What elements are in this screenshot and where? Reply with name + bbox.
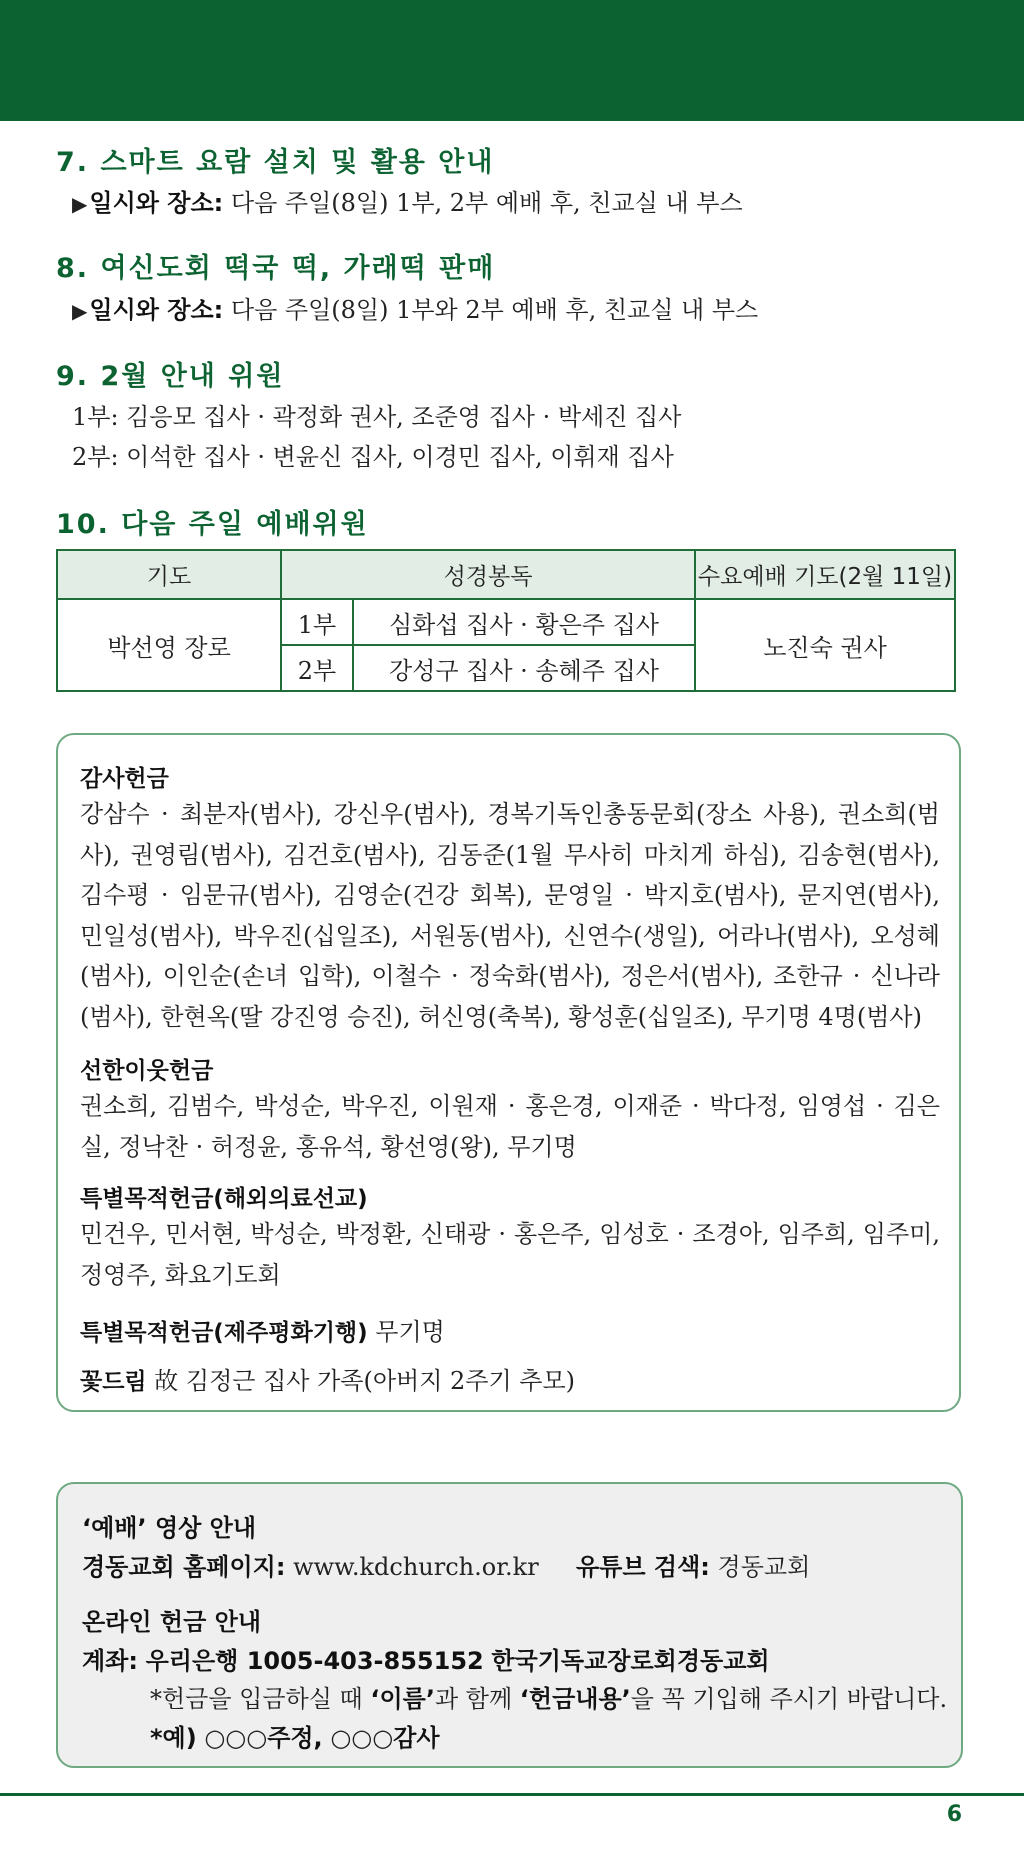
example-word: 주정, (267, 1724, 323, 1752)
table-header-wednesday: 수요예배 기도(2월 11일) (695, 550, 955, 599)
note-content: ‘헌금내용’ (519, 1685, 631, 1713)
homepage-url: www.kdchurch.or.kr (293, 1553, 539, 1581)
youtube-label: 유튜브 검색: (576, 1553, 710, 1581)
table-cell-service: 2부 (281, 645, 353, 691)
homepage-line (82, 1547, 539, 1582)
section-9-line-2: 2부: 이석한 집사 · 변윤신 집사, 이경민 집사, 이휘재 집사 (72, 443, 674, 471)
table-header-prayer: 기도 (57, 550, 281, 599)
account-label: 계좌: (82, 1647, 138, 1675)
section-8-title: 8. 여신도회 떡국 떡, 가래떡 판매 (56, 253, 496, 284)
section-7-text: 다음 주일(8일) 1부, 2부 예배 후, 친교실 내 부스 (230, 189, 743, 217)
note-name: ‘이름’ (370, 1685, 435, 1713)
account-value: 우리은행 1005-403-855152 (145, 1647, 484, 1675)
video-info-title: ‘예배’ 영상 안내 (82, 1514, 257, 1542)
account-note (150, 1679, 947, 1714)
table-cell-readers: 강성구 집사 · 송혜주 집사 (353, 645, 695, 691)
account-example (150, 1718, 440, 1753)
note-text: 과 함께 (434, 1685, 520, 1713)
account-line (82, 1641, 770, 1676)
account-owner: 한국기독교장로회경동교회 (491, 1647, 770, 1675)
jeju-offering-text: 무기명 (375, 1318, 445, 1346)
mission-offering-text: 민건우, 민서현, 박성순, 박정환, 신태광 · 홍은주, 임성호 · 조경아, 임주희, 임주미, 정영주, 화요기도회 (80, 1220, 940, 1289)
thanks-offering-title: 감사헌금 (80, 766, 169, 792)
section-7-title: 7. 스마트 요람 설치 및 활용 안내 (56, 147, 495, 178)
mission-offering-title: 특별목적헌금(해외의료선교) (80, 1186, 368, 1212)
triangle-bullet-icon: ▶ (72, 192, 88, 216)
section-7-label: 일시와 장소: (89, 189, 224, 217)
table-cell-wednesday: 노진숙 권사 (695, 599, 955, 691)
section-8-label: 일시와 장소: (89, 296, 224, 324)
flower-offering-text: 故 김정근 집사 가족(아버지 2주기 추모) (154, 1367, 576, 1395)
footer-rule (0, 1793, 1024, 1796)
flower-offering-line (80, 1361, 575, 1396)
flower-offering-title: 꽃드림 (80, 1369, 147, 1395)
header-band (0, 0, 1024, 121)
section-7-detail (72, 183, 743, 218)
neighbor-offering-text: 권소희, 김범수, 박성순, 박우진, 이원재 · 홍은경, 이재준 · 박다정, 임영섭 · 김은실, 정낙찬 · 허정윤, 홍유석, 황선영(왕), 무기명 (80, 1092, 940, 1161)
example-word: 감사 (393, 1724, 440, 1752)
section-9-title: 9. 2월 안내 위원 (56, 361, 285, 392)
section-10-title: 10. 다음 주일 예배위원 (56, 509, 369, 540)
example-mark: ○○○ (330, 1724, 394, 1752)
youtube-line (576, 1547, 810, 1582)
example-mark: ○○○ (204, 1724, 268, 1752)
note-text: 을 꼭 기입해 주시기 바랍니다. (630, 1685, 948, 1713)
neighbor-offering-title: 선한이웃헌금 (80, 1058, 214, 1084)
note-text: *헌금을 입금하실 때 (150, 1685, 371, 1713)
homepage-label: 경동교회 홈페이지: (82, 1553, 286, 1581)
page-number: 6 (946, 1802, 962, 1827)
online-offering-title: 온라인 헌금 안내 (82, 1608, 261, 1636)
section-8-text: 다음 주일(8일) 1부와 2부 예배 후, 친교실 내 부스 (230, 296, 759, 324)
jeju-offering-title: 특별목적헌금(제주평화기행) (80, 1320, 368, 1346)
table-row (57, 599, 955, 645)
table-cell-prayer: 박선영 장로 (57, 599, 281, 691)
worship-committee-table (56, 549, 956, 692)
example-label: *예) (150, 1724, 197, 1752)
table-cell-readers: 심화섭 집사 · 황은주 집사 (353, 599, 695, 645)
thanks-offering-text: 강삼수 · 최분자(범사), 강신우(범사), 경복기독인총동문회(장소 사용), 권소희(범사), 권영림(범사), 김건호(범사), 김동준(1월 무사히 마치게 하심), 김송현(범사), 김수평 · 임문규(범사), 김영순(건강 회복), 문영일 · 박지호(범사), 문지연(범사), 민일성(범사), 박우진(십일조), 서원동(범사), 신연수(생일), 어라나(범사), 오성혜(범사), 이인순(손녀 입학), 이철수 · 정숙화(범사), 정은서(범사), 조한규 · 신나라(범사), 한현옥(딸 강진영 승진), 허신영(축복), 황성훈(십일조), 무기명 4명(범사) (80, 800, 940, 1031)
section-9-line-1: 1부: 김응모 집사 · 곽정화 권사, 조준영 집사 · 박세진 집사 (72, 403, 682, 431)
table-header-reading: 성경봉독 (281, 550, 695, 599)
jeju-offering-line (80, 1312, 445, 1347)
table-cell-service: 1부 (281, 599, 353, 645)
triangle-bullet-icon: ▶ (72, 299, 88, 323)
section-8-detail (72, 290, 758, 325)
youtube-value: 경동교회 (717, 1553, 811, 1581)
